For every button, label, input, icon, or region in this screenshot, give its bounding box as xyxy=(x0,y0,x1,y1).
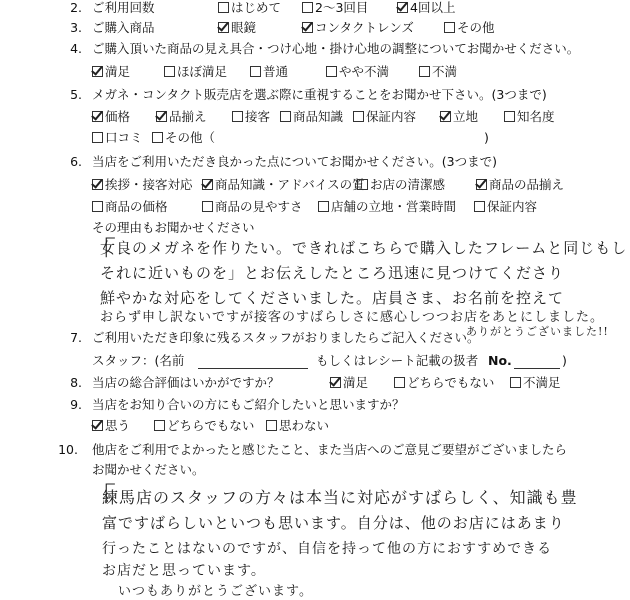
q3-number: 3. xyxy=(70,20,82,35)
q6-handwriting-line-4: おらず申し訳ないですが接客のすばらしさに感心しつつお店をあとにしました。 xyxy=(100,310,605,325)
checkbox[interactable] xyxy=(510,377,521,388)
q2-option-4plus[interactable]: 4回以上 xyxy=(397,0,455,16)
q9-option-yes[interactable]: 思う xyxy=(92,418,130,434)
q4-option-somewhat[interactable]: やや不満 xyxy=(326,64,389,80)
checkbox[interactable] xyxy=(156,111,167,122)
checkbox[interactable] xyxy=(419,66,430,77)
q6-option-location-hours[interactable]: 店舗の立地・営業時間 xyxy=(318,199,456,215)
q10-text: 他店をご利用でよかったと感じたこと、また当店へのご意見ご要望がございましたら xyxy=(92,442,568,457)
checkbox[interactable] xyxy=(154,420,165,431)
checkbox[interactable] xyxy=(302,2,313,13)
checkbox[interactable] xyxy=(92,111,103,122)
q6-option-price[interactable]: 商品の価格 xyxy=(92,199,168,215)
checkbox[interactable] xyxy=(302,22,313,33)
q2-text: ご利用回数 xyxy=(92,0,155,15)
checkbox[interactable] xyxy=(232,111,243,122)
q8-option-satisfied[interactable]: 満足 xyxy=(330,375,368,391)
q7-no-field[interactable] xyxy=(514,353,560,369)
checkbox[interactable] xyxy=(326,66,337,77)
q6-handwriting-line-3: 鮮やかな対応をしてくださいました。店員さま、お名前を控えて xyxy=(100,289,565,307)
q8-option-neutral[interactable]: どちらでもない xyxy=(394,375,494,391)
q6-handwriting-line-1: 女良のメガネを作りたい。できればこちらで購入したフレームと同じもし xyxy=(100,239,628,257)
q7-staff-label: スタッフ：(名前 xyxy=(92,353,185,368)
checkbox[interactable] xyxy=(92,179,103,190)
q5-other-close: ) xyxy=(484,130,489,145)
q6-option-visibility[interactable]: 商品の見やすさ xyxy=(202,199,303,215)
q3-option-other[interactable]: その他 xyxy=(444,20,495,36)
q9-option-neutral[interactable]: どちらでもない xyxy=(154,418,254,434)
q7-no-label: No. xyxy=(488,353,512,368)
q6-option-greeting[interactable]: 挨拶・接客対応 xyxy=(92,177,193,193)
checkbox[interactable] xyxy=(164,66,175,77)
q3-text: ご購入商品 xyxy=(92,20,155,35)
q4-option-normal[interactable]: 普通 xyxy=(250,64,288,80)
q7-text: ご利用いただき印象に残るスタッフがおりましたらご記入ください。 xyxy=(92,330,480,345)
q6-number: 6. xyxy=(70,154,82,169)
q5-option-location[interactable]: 立地 xyxy=(440,109,478,125)
q10-handwriting-line-3: 行ったことはないのですが、自信を持って他の方におすすめできる xyxy=(102,541,553,557)
q7-staff-name-field[interactable] xyxy=(198,353,308,369)
q10-handwriting-line-5: いつもありがとうございます。 xyxy=(118,584,313,599)
q5-text: メガネ・コンタクト販売店を選ぶ際に重視することをお聞かせ下さい。(3つまで) xyxy=(92,87,547,102)
q2-option-2-3[interactable]: 2～3回目 xyxy=(302,0,368,16)
q4-option-dissatisfied[interactable]: 不満 xyxy=(419,64,457,80)
checkbox[interactable] xyxy=(202,179,213,190)
checkbox[interactable] xyxy=(357,179,368,190)
checkbox[interactable] xyxy=(440,111,451,122)
q9-text: 当店をお知り合いの方にもご紹介したいと思いますか？ xyxy=(92,397,405,412)
q10-handwriting-line-1: 練馬店のスタッフの方々は本当に対応がすばらしく、知識も豊 xyxy=(102,488,578,507)
q6-option-advice[interactable]: 商品知識・アドバイスの質 xyxy=(202,177,365,193)
checkbox[interactable] xyxy=(330,377,341,388)
q5-option-reviews[interactable]: 口コミ xyxy=(92,130,143,146)
q7-number: 7. xyxy=(70,330,82,345)
q3-option-contacts[interactable]: コンタクトレンズ xyxy=(302,20,414,36)
q5-option-other[interactable]: その他（ xyxy=(152,130,215,146)
q5-option-fame[interactable]: 知名度 xyxy=(504,109,555,125)
q5-option-knowledge[interactable]: 商品知識 xyxy=(280,109,343,125)
q6-reason-prompt: その理由もお聞かせください xyxy=(92,220,255,235)
checkbox[interactable] xyxy=(353,111,364,122)
q2-number: 2. xyxy=(70,0,82,15)
checkbox[interactable] xyxy=(202,201,213,212)
q10-number: 10. xyxy=(58,442,78,457)
q5-option-price[interactable]: 価格 xyxy=(92,109,130,125)
q3-option-glasses[interactable]: 眼鏡 xyxy=(218,20,256,36)
checkbox[interactable] xyxy=(476,179,487,190)
q10-text-2: お聞かせください。 xyxy=(92,462,205,477)
checkbox[interactable] xyxy=(444,22,455,33)
q6-bracket-open: 「 xyxy=(86,236,116,271)
q6-option-cleanliness[interactable]: お店の清潔感 xyxy=(357,177,445,193)
q10-bracket-open: 「 xyxy=(86,482,116,517)
q7-or-text: もしくはレシート記載の扱者 xyxy=(316,353,479,368)
checkbox[interactable] xyxy=(92,132,103,143)
q6-text: 当店をご利用いただき良かった点についてお聞かせください。(3つまで) xyxy=(92,154,497,169)
checkbox[interactable] xyxy=(92,201,103,212)
checkbox[interactable] xyxy=(92,420,103,431)
q5-option-selection[interactable]: 品揃え xyxy=(156,109,207,125)
q6-handwriting-line-5: ありがとうございました!! xyxy=(466,325,609,338)
checkbox[interactable] xyxy=(218,22,229,33)
checkbox[interactable] xyxy=(474,201,485,212)
checkbox[interactable] xyxy=(92,66,103,77)
q8-number: 8. xyxy=(70,375,82,390)
q7-close: ) xyxy=(562,353,567,368)
q6-option-assortment[interactable]: 商品の品揃え xyxy=(476,177,564,193)
q9-number: 9. xyxy=(70,397,82,412)
q2-option-first[interactable]: はじめて xyxy=(218,0,281,16)
q8-option-dissatisfied[interactable]: 不満足 xyxy=(510,375,561,391)
checkbox[interactable] xyxy=(280,111,291,122)
checkbox[interactable] xyxy=(504,111,515,122)
checkbox[interactable] xyxy=(250,66,261,77)
q6-handwriting-line-2: それに近いものを」とお伝えしたところ迅速に見つけてくださり xyxy=(100,264,565,282)
q4-number: 4. xyxy=(70,41,82,56)
q5-option-service[interactable]: 接客 xyxy=(232,109,270,125)
q5-number: 5. xyxy=(70,87,82,102)
q6-option-warranty[interactable]: 保証内容 xyxy=(474,199,537,215)
checkbox[interactable] xyxy=(266,420,277,431)
q4-text: ご購入頂いた商品の見え具合・つけ心地・掛け心地の調整についてお聞かせください。 xyxy=(92,41,580,56)
checkbox[interactable] xyxy=(394,377,405,388)
q10-handwriting-line-4: お店だと思っています。 xyxy=(102,563,266,579)
q10-handwriting-line-2: 富ですばらしいといつも思います。自分は、他のお店にはあまり xyxy=(102,514,565,532)
checkbox[interactable] xyxy=(318,201,329,212)
q4-option-mostly[interactable]: ほぼ満足 xyxy=(164,64,227,80)
q8-text: 当店の総合評価はいかがですか？ xyxy=(92,375,280,390)
q4-option-satisfied[interactable]: 満足 xyxy=(92,64,130,80)
checkbox[interactable] xyxy=(397,2,408,13)
checkbox[interactable] xyxy=(218,2,229,13)
q9-option-no[interactable]: 思わない xyxy=(266,418,329,434)
q5-option-warranty[interactable]: 保証内容 xyxy=(353,109,416,125)
checkbox[interactable] xyxy=(152,132,163,143)
